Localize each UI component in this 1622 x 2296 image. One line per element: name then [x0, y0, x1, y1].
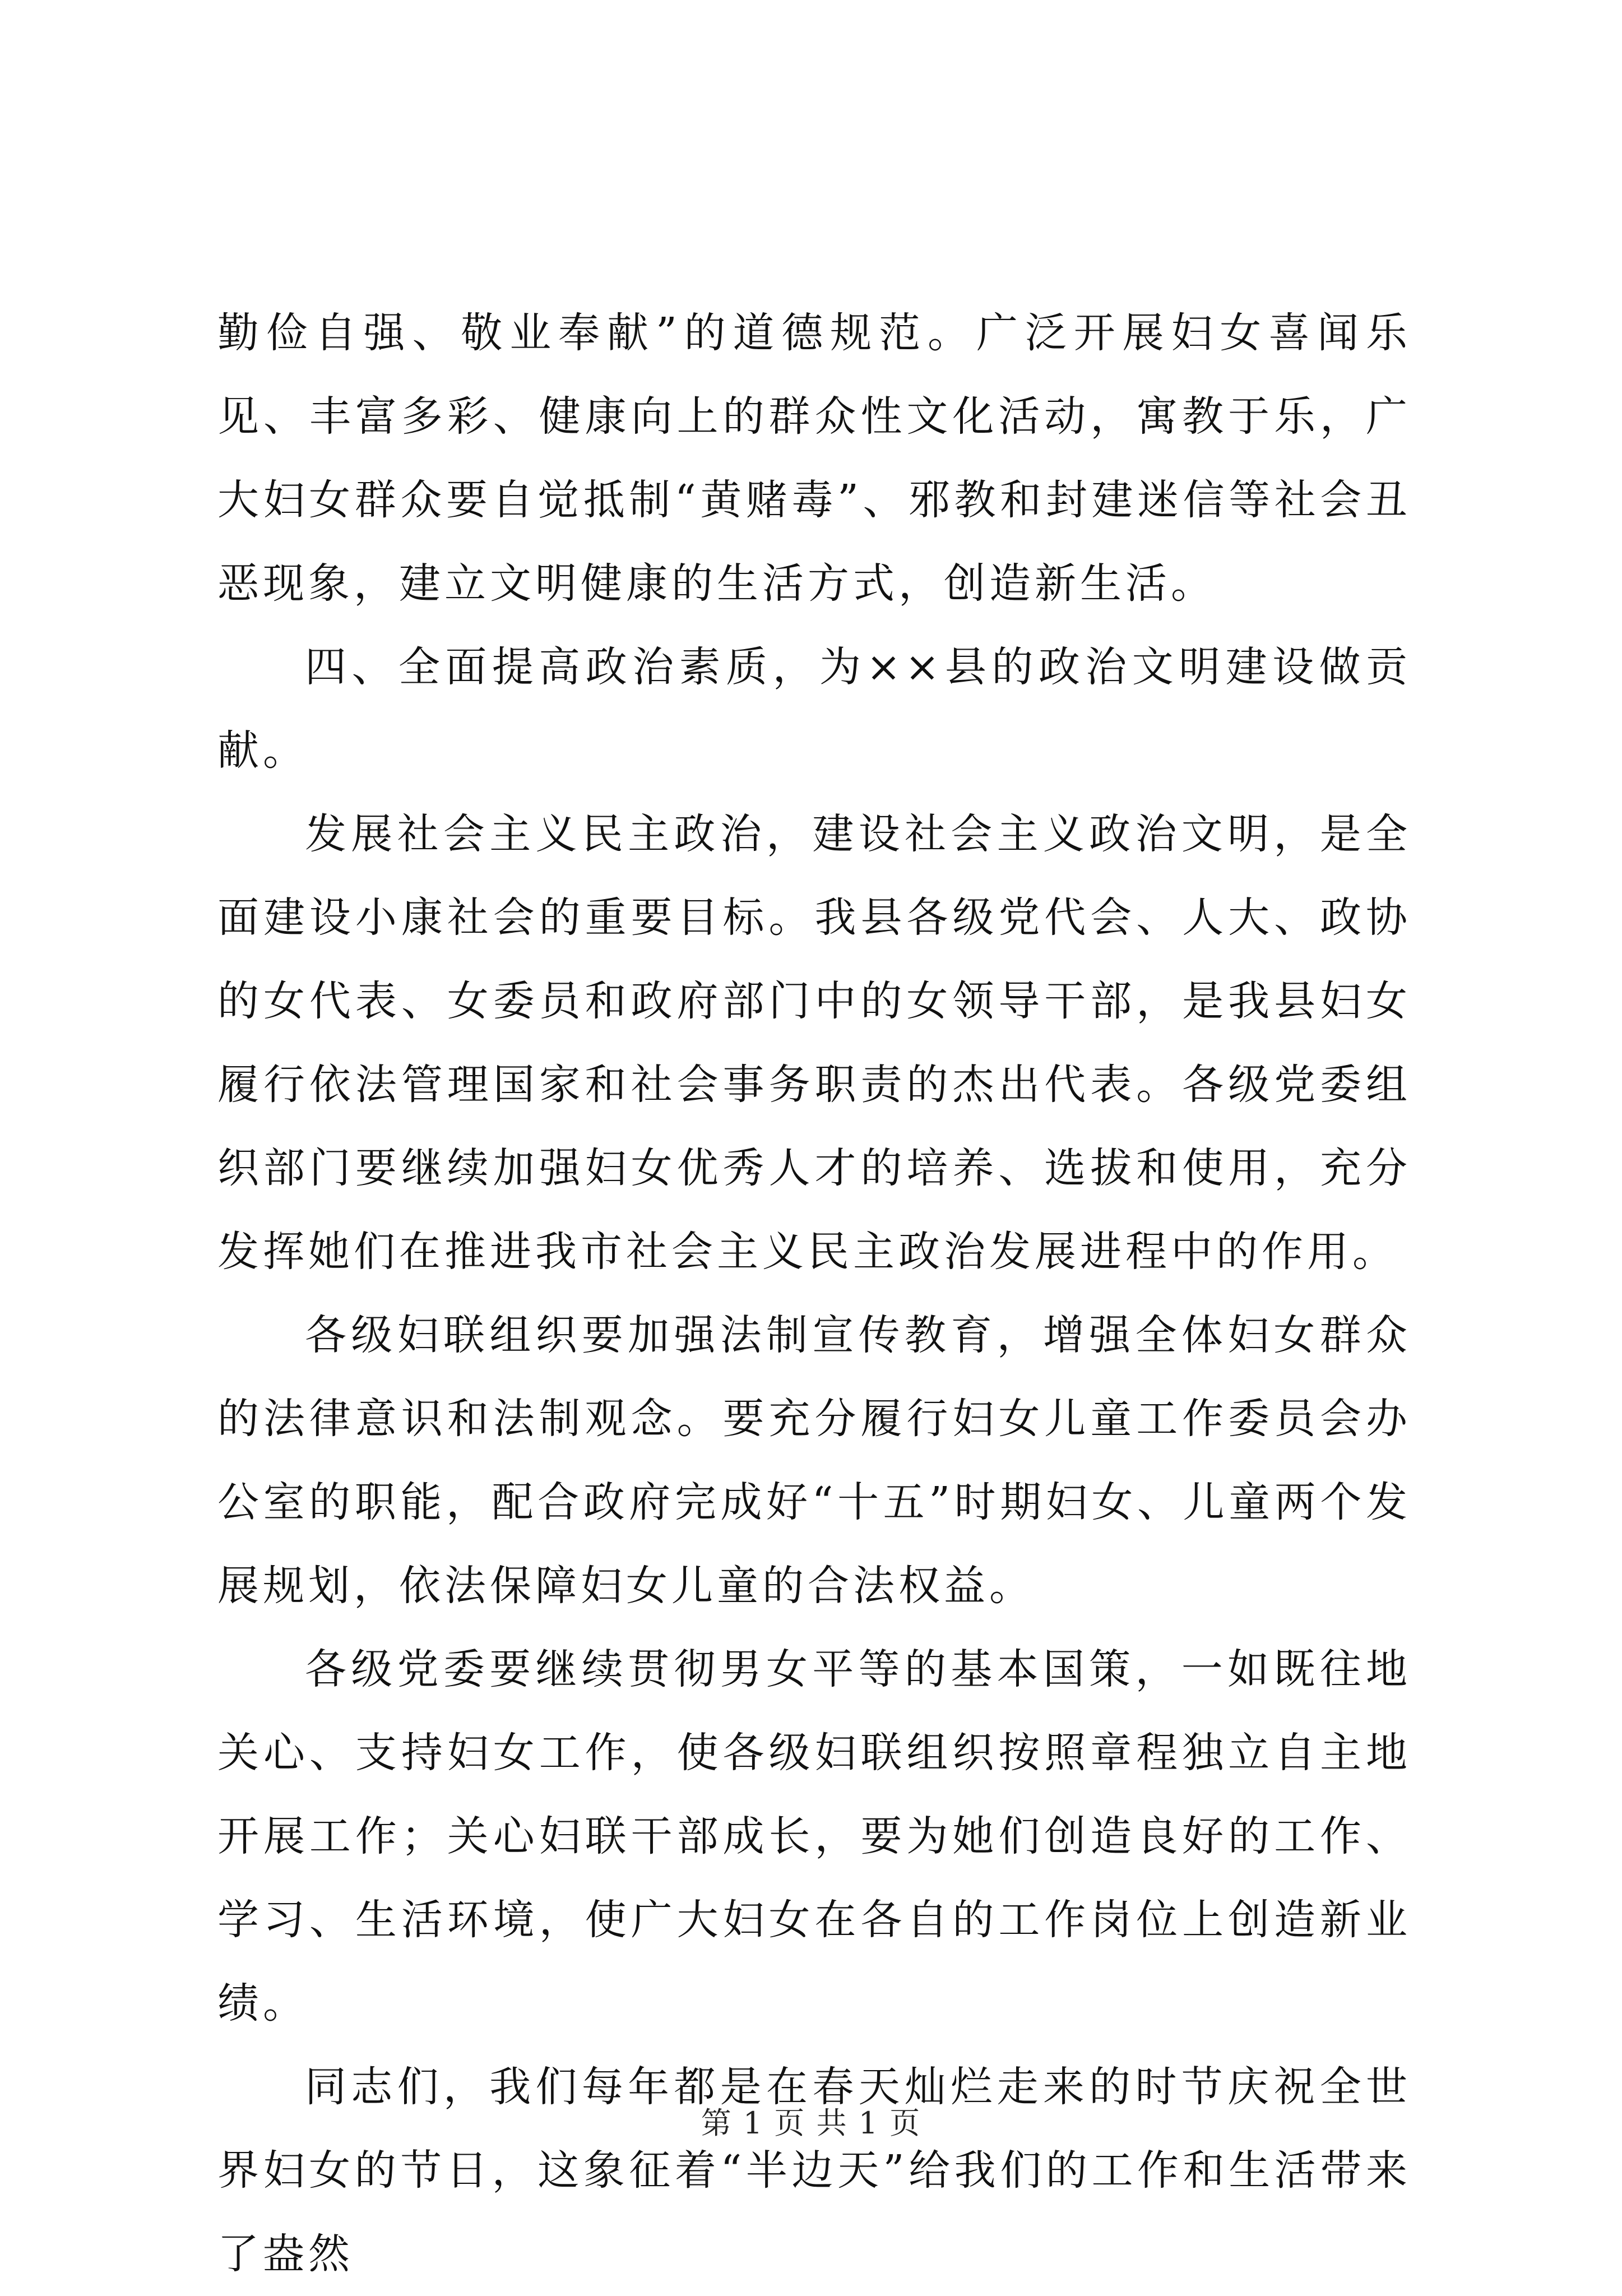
paragraph-4: 各级妇联组织要加强法制宣传教育，增强全体妇女群众的法律意识和法制观念。要充分履行妇女儿童工作委员会办公室的职能，配合政府完成好“十五”时期妇女、儿童两个发展规划，依法保障妇女儿童的合法权益。 — [217, 1311, 1411, 1610]
page-number-footer: 第 1 页 共 1 页 — [701, 2105, 921, 2141]
paragraph-1: 勤俭自强、敬业奉献”的道德规范。广泛开展妇女喜闻乐见、丰富多彩、健康向上的群众性文化活动，寓教于乐，广大妇女群众要自觉抵制“黄赌毒”、邪教和封建迷信等社会丑恶现象，建立文明健康的生活方式，创造新生活。 — [217, 309, 1411, 608]
section-heading-4: 四、全面提高政治素质，为××县的政治文明建设做贡献。 — [217, 643, 1411, 775]
document-body — [217, 291, 1411, 2296]
paragraph-5: 各级党委要继续贯彻男女平等的基本国策，一如既往地关心、支持妇女工作，使各级妇联组织按照章程独立自主地开展工作；关心妇联干部成长，要为她们创造良好的工作、学习、生活环境，使广大妇女在各自的工作岗位上创造新业绩。 — [217, 1645, 1411, 2027]
paragraph-6: 同志们，我们每年都是在春天灿烂走来的时节庆祝全世界妇女的节日，这象征着“半边天”给我们的工作和生活带来了盎然 — [217, 2063, 1411, 2278]
paragraph-3: 发展社会主义民主政治，建设社会主义政治文明，是全面建设小康社会的重要目标。我县各级党代会、人大、政协的女代表、女委员和政府部门中的女领导干部，是我县妇女履行依法管理国家和社会事务职责的杰出代表。各级党委组织部门要继续加强妇女优秀人才的培养、选拔和使用，充分发挥她们在推进我市社会主义民主政治发展进程中的作用。 — [217, 810, 1411, 1276]
